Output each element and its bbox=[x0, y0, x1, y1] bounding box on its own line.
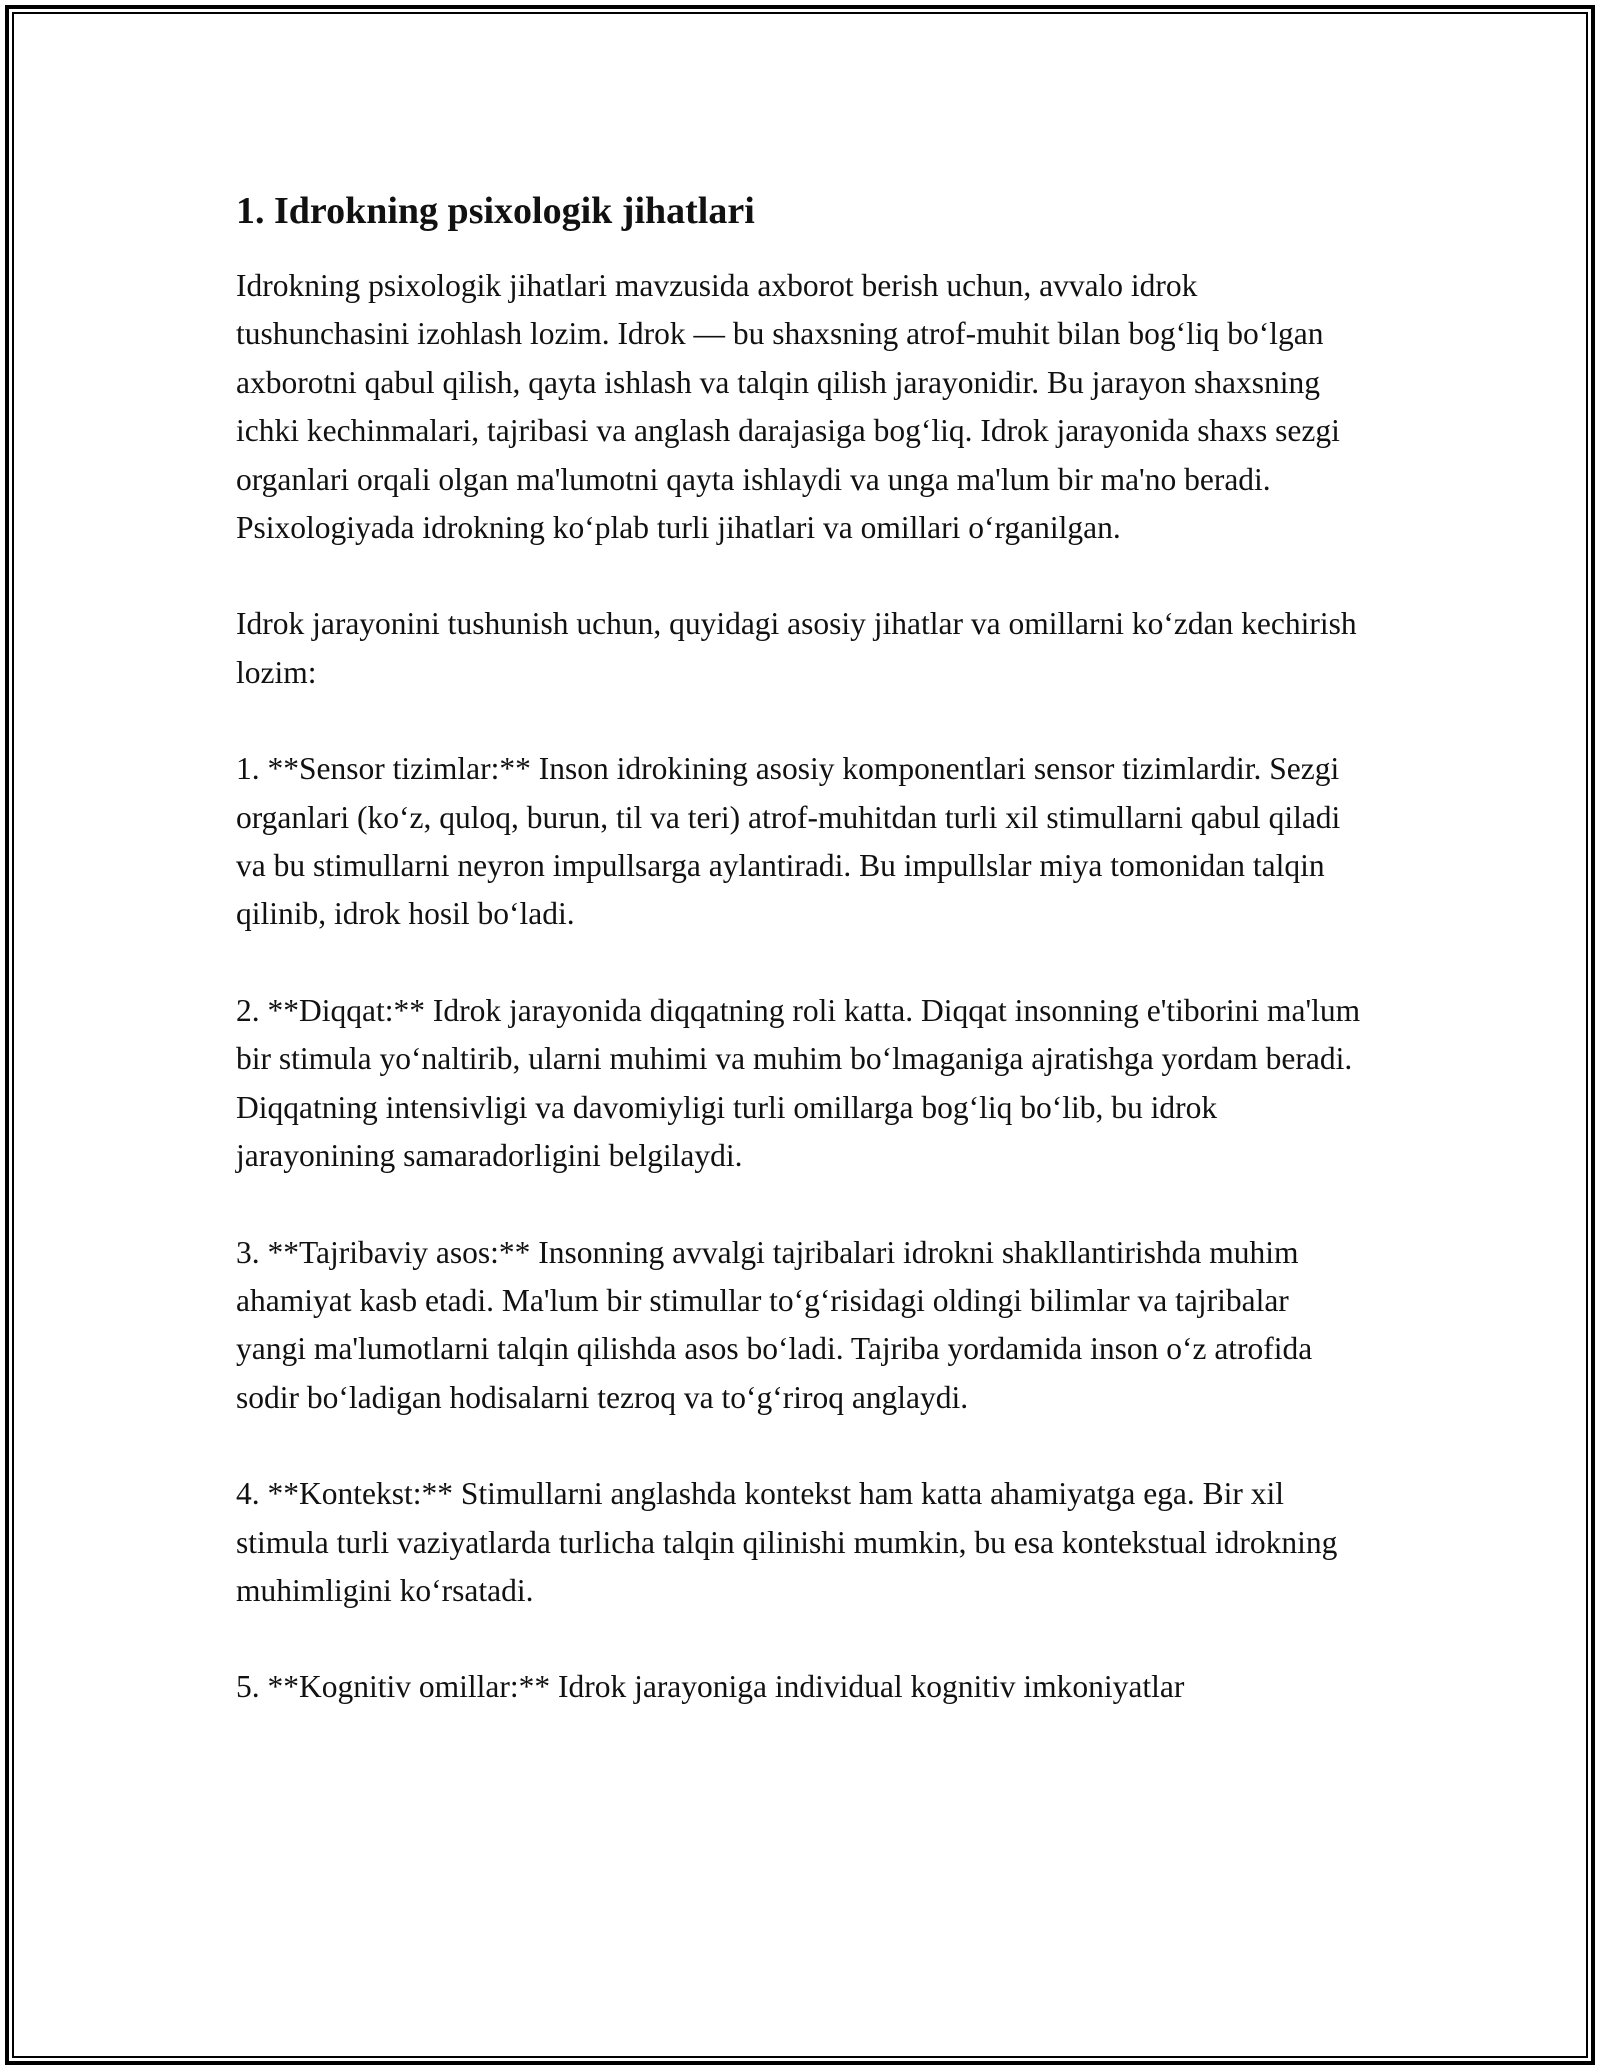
list-item-sensor-systems: 1. **Sensor tizimlar:** Inson idrokining asosiy komponentlari sensor tizimlardir. Sezgi organlari (ko‘z, quloq, burun, til va teri) atrof-muhitdan turli xil stimullarni qabul qiladi va bu stimullarni neyron impullsarga aylantiradi. Bu impullslar miya tomonidan talqin qilinib, idrok hosil bo‘ladi. bbox=[236, 751, 1341, 932]
document-body bbox=[236, 186, 1366, 1760]
intro-paragraph: Idrokning psixologik jihatlari mavzusida axborot berish uchun, avvalo idrok tushunchasini izohlash lozim. Idrok — bu shaxsning atrof-muhit bilan bog‘liq bo‘lgan axborotni qabul qilish, qayta ishlash va talqin qilish jarayonidir. Bu jarayon shaxsning ichki kechinmalari, tajribasi va anglash darajasiga bog‘liq. Idrok jarayonida shaxs sezgi organlari orqali olgan ma'lumotni qayta ishlaydi va unga ma'lum bir ma'no beradi. Psixologiyada idrokning ko‘plab turli jihatlari va omillari o‘rganilgan. bbox=[236, 268, 1340, 546]
list-item-experience: 3. **Tajribaviy asos:** Insonning avvalgi tajribalari idrokni shakllantirishda muhim ahamiyat kasb etadi. Ma'lum bir stimullar to‘g‘risidagi oldingi bilimlar va tajribalar yangi ma'lumotlarni talqin qilishda asos bo‘ladi. Tajriba yordamida inson o‘z atrofida sodir bo‘ladigan hodisalarni tezroq va to‘g‘riroq anglaydi. bbox=[236, 1234, 1313, 1415]
list-item-attention: 2. **Diqqat:** Idrok jarayonida diqqatning roli katta. Diqqat insonning e'tiborini ma'lum bir stimula yo‘naltirib, ularni muhimi va muhim bo‘lmaganiga ajratishga yordam beradi. Diqqatning intensivligi va davomiyligi turli omillarga bog‘liq bo‘lib, bu idrok jarayonining samaradorligini belgilaydi. bbox=[236, 992, 1361, 1174]
list-item-cognitive-factors: 5. **Kognitiv omillar:** Idrok jarayoniga individual kognitiv imkoniyatlar bbox=[236, 1669, 1185, 1705]
factors-intro-paragraph: Idrok jarayonini tushunish uchun, quyidagi asosiy jihatlar va omillarni ko‘zdan kechirish lozim: bbox=[236, 606, 1357, 690]
section-heading: 1. Idrokning psixologik jihatlari bbox=[236, 190, 755, 232]
list-item-context: 4. **Kontekst:** Stimullarni anglashda kontekst ham katta ahamiyatga ega. Bir xil stimula turli vaziyatlarda turlicha talqin qilinishi mumkin, bu esa kontekstual idrokning muhimligini ko‘rsatadi. bbox=[236, 1476, 1338, 1608]
